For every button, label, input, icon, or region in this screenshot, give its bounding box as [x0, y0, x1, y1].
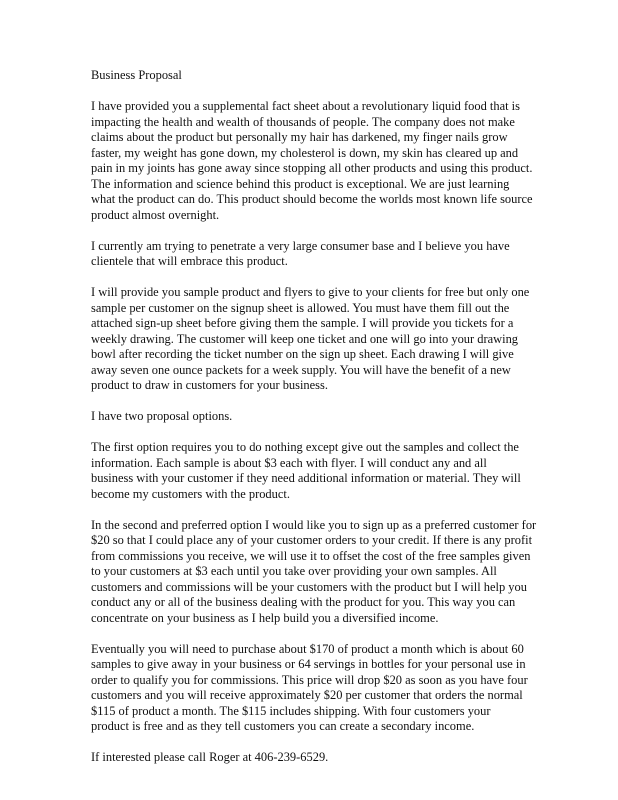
text-line: from commissions you receive, we will use it to offset the cost of the free samples given [91, 548, 531, 563]
text-line: I will provide you sample product and flyers to give to your clients for free but only one [91, 285, 530, 299]
text-line: to your customers at $3 each until you take over providing your own samples. All [91, 564, 497, 578]
text-line: product almost overnight. [91, 207, 220, 222]
text-line: samples to give away in your business or 64 servings in bottles for your personal use in [91, 657, 526, 671]
text-line: product is free and as they tell customers you can create a secondary income. [91, 719, 475, 733]
text-line: product to draw in customers for your business. [91, 378, 328, 392]
text-line: The first option requires you to do nothing except give out the samples and collect the [91, 440, 519, 454]
text-line: The information and science behind this product is exceptional. We are just learning [91, 176, 510, 191]
text-line: concentrate on your business as I help build you a diversified income. [91, 610, 439, 625]
document-body [91, 99, 537, 766]
text-line: customers and you will receive approximately $20 per customer that orders the normal [91, 688, 523, 702]
text-line: Eventually you will need to purchase about $170 of product a month which is about 60 [91, 641, 524, 656]
text-line: I currently am trying to penetrate a very large consumer base and I believe you have [91, 238, 510, 253]
text-line: claims about the product but personally my hair has darkened, my finger nails grow [91, 130, 508, 144]
text-line: sample per customer on the signup sheet is allowed. You must have them fill out the [91, 300, 510, 315]
text-line: bowl after recording the ticket number on the sign up sheet. Each drawing I will give [91, 347, 514, 361]
text-line: $20 so that I could place any of your customer orders to your credit. If there is any profit [91, 533, 533, 547]
text-line: away seven one ounce packets for a week supply. You will have the benefit of a new [91, 362, 511, 377]
text-line: attached sign-up sheet before giving them the sample. I will provide you tickets for a [91, 316, 514, 330]
paragraph [91, 750, 531, 766]
document-title: Business Proposal [91, 68, 182, 82]
paragraph [91, 99, 531, 223]
text-line: information. Each sample is about $3 each with flyer. I will conduct any and all [91, 455, 487, 470]
text-line: I have provided you a supplemental fact sheet about a revolutionary liquid food that is [91, 99, 520, 113]
text-line: faster, my weight has gone down, my cholesterol is down, my skin has cleared up and [91, 145, 519, 160]
paragraph [91, 517, 537, 627]
text-line: weekly drawing. The customer will keep one ticket and one will go into your drawing [91, 331, 519, 346]
document-page [91, 68, 537, 781]
text-line: pain in my joints has gone away since stopping all other products and using this product. [91, 161, 533, 175]
paragraph [91, 642, 531, 735]
text-line: order to qualify you for commissions. This price will drop $20 as soon as you have four [91, 672, 528, 687]
text-line: business with your customer if they need additional information or material. They will [91, 471, 521, 485]
text-line: I have two proposal options. [91, 409, 233, 423]
text-line: conduct any or all of the business dealing with the product for you. This way you can [91, 595, 516, 609]
text-line: clientele that will embrace this product. [91, 254, 288, 268]
text-line: If interested please call Roger at 406-239-6529. [91, 750, 329, 764]
text-line: customers and commissions will be your customers with the product but I will help you [91, 579, 527, 594]
text-line: what the product can do. This product should become the worlds most known life source [91, 192, 533, 206]
paragraph [91, 239, 531, 270]
text-line: In the second and preferred option I would like you to sign up as a preferred customer for [91, 517, 537, 532]
paragraph [91, 409, 531, 425]
paragraph [91, 285, 531, 394]
text-line: become my customers with the product. [91, 486, 290, 501]
text-line: $115 of product a month. The $115 includes shipping. With four customers your [91, 703, 491, 718]
text-line: impacting the health and wealth of thousands of people. The company does not make [91, 114, 515, 129]
paragraph [91, 440, 531, 502]
